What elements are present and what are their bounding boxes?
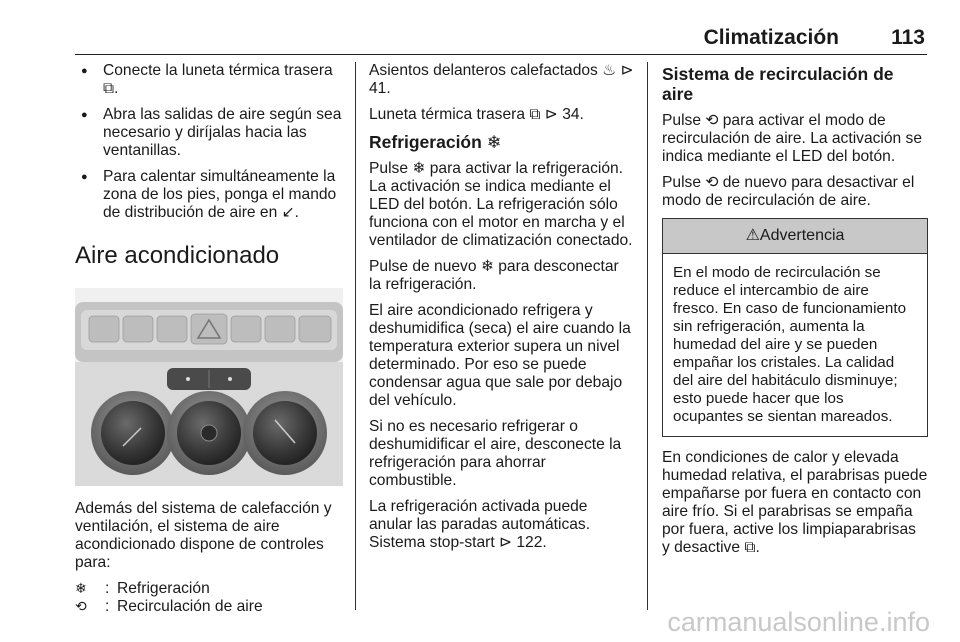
column-2 xyxy=(369,62,634,560)
cooling-save-fuel-text: Si no es necesario refrigerar o deshumidificar el aire, desconecte la refrigeración para ahorrar combustible. xyxy=(369,418,622,489)
section-heading-ac: Aire acondicionado xyxy=(75,242,280,269)
snowflake-icon: ❄ xyxy=(75,581,87,597)
recirc-activate-text: Pulse ⟲ para activar el modo de recirculación de aire. La activación se indica mediante el LED del botón. xyxy=(662,112,923,165)
page-number: 113 xyxy=(891,26,925,49)
bullet-rear-window: ● Conecte la luneta térmica trasera ⧉. xyxy=(75,62,343,98)
warning-title: ⚠Advertencia xyxy=(663,219,927,254)
column-divider-1 xyxy=(355,62,356,610)
bullet-air-vents: ● Abra las salidas de aire según sea necesario y diríjalas hacia las ventanillas. xyxy=(75,106,343,160)
legend-label-cooling: Refrigeración xyxy=(117,580,210,597)
climate-control-panel-figure xyxy=(75,288,343,486)
chapter-title: Climatización xyxy=(703,26,839,49)
column-1 xyxy=(75,62,343,616)
control-legend xyxy=(75,580,343,616)
page-header xyxy=(75,22,927,55)
windscreen-fog-text: En condiciones de calor y elevada humedad relativa, el parabrisas puede empañarse por fuera en contacto con aire frío. Si el parabrisas se empaña por fuera, active los limpiaparabrisas y desactive ⧉. xyxy=(662,449,928,556)
watermark: carmanualsonline.info xyxy=(667,607,930,637)
column-3 xyxy=(662,62,928,565)
section-heading-recirculation: Sistema de recirculación de aire xyxy=(662,64,894,104)
recirc-deactivate-text: Pulse ⟲ de nuevo para desactivar el modo de recirculación de aire. xyxy=(662,174,915,209)
column-divider-2 xyxy=(647,62,648,610)
rear-window-ref: Luneta térmica trasera ⧉ ⊳ 34. xyxy=(369,106,584,123)
cooling-deactivate-text: Pulse de nuevo ❄ para desconectar la refrigeración. xyxy=(369,258,619,293)
heated-seats-ref: Asientos delanteros calefactados ♨ ⊳ 41. xyxy=(369,62,634,97)
cooling-dehumidify-text: El aire acondicionado refrigera y deshumidifica (seca) el aire cuando la temperatura exterior supera un nivel determinado. Por eso se puede condensar agua que sale por debajo del vehículo. xyxy=(369,302,631,409)
cooling-stop-start-text: La refrigeración activada puede anular las paradas automáticas. Sistema stop-start ⊳ 122. xyxy=(369,498,591,551)
warning-box xyxy=(662,218,928,437)
legend-sep: : xyxy=(105,598,110,615)
cooling-activate-text: Pulse ❄ para activar la refrigeración. La activación se indica mediante el LED del botón. La refrigeración sólo funciona con el motor en marcha y el ventilador de climatización conectado. xyxy=(369,160,633,249)
warning-text: En el modo de recirculación se reduce el intercambio de aire fresco. En caso de funcionamiento sin refrigeración, aumenta la humedad del aire y se pueden empañar los cristales. La calidad del aire del habitáculo disminuye; esto puede hacer que los ocupantes se sientan mareados. xyxy=(673,264,907,425)
recirculation-icon: ⟲ xyxy=(75,599,87,615)
ac-intro: Además del sistema de calefacción y ventilación, el sistema de aire acondicionado dispone de controles para: xyxy=(75,500,332,571)
legend-label-recirculation: Recirculación de aire xyxy=(117,598,263,615)
legend-sep: : xyxy=(105,580,110,597)
bullet-footwell: ● Para calentar simultáneamente la zona de los pies, ponga el mando de distribución de aire en ↙. xyxy=(75,168,343,222)
section-heading-cooling: Refrigeración ❄ xyxy=(369,132,502,152)
